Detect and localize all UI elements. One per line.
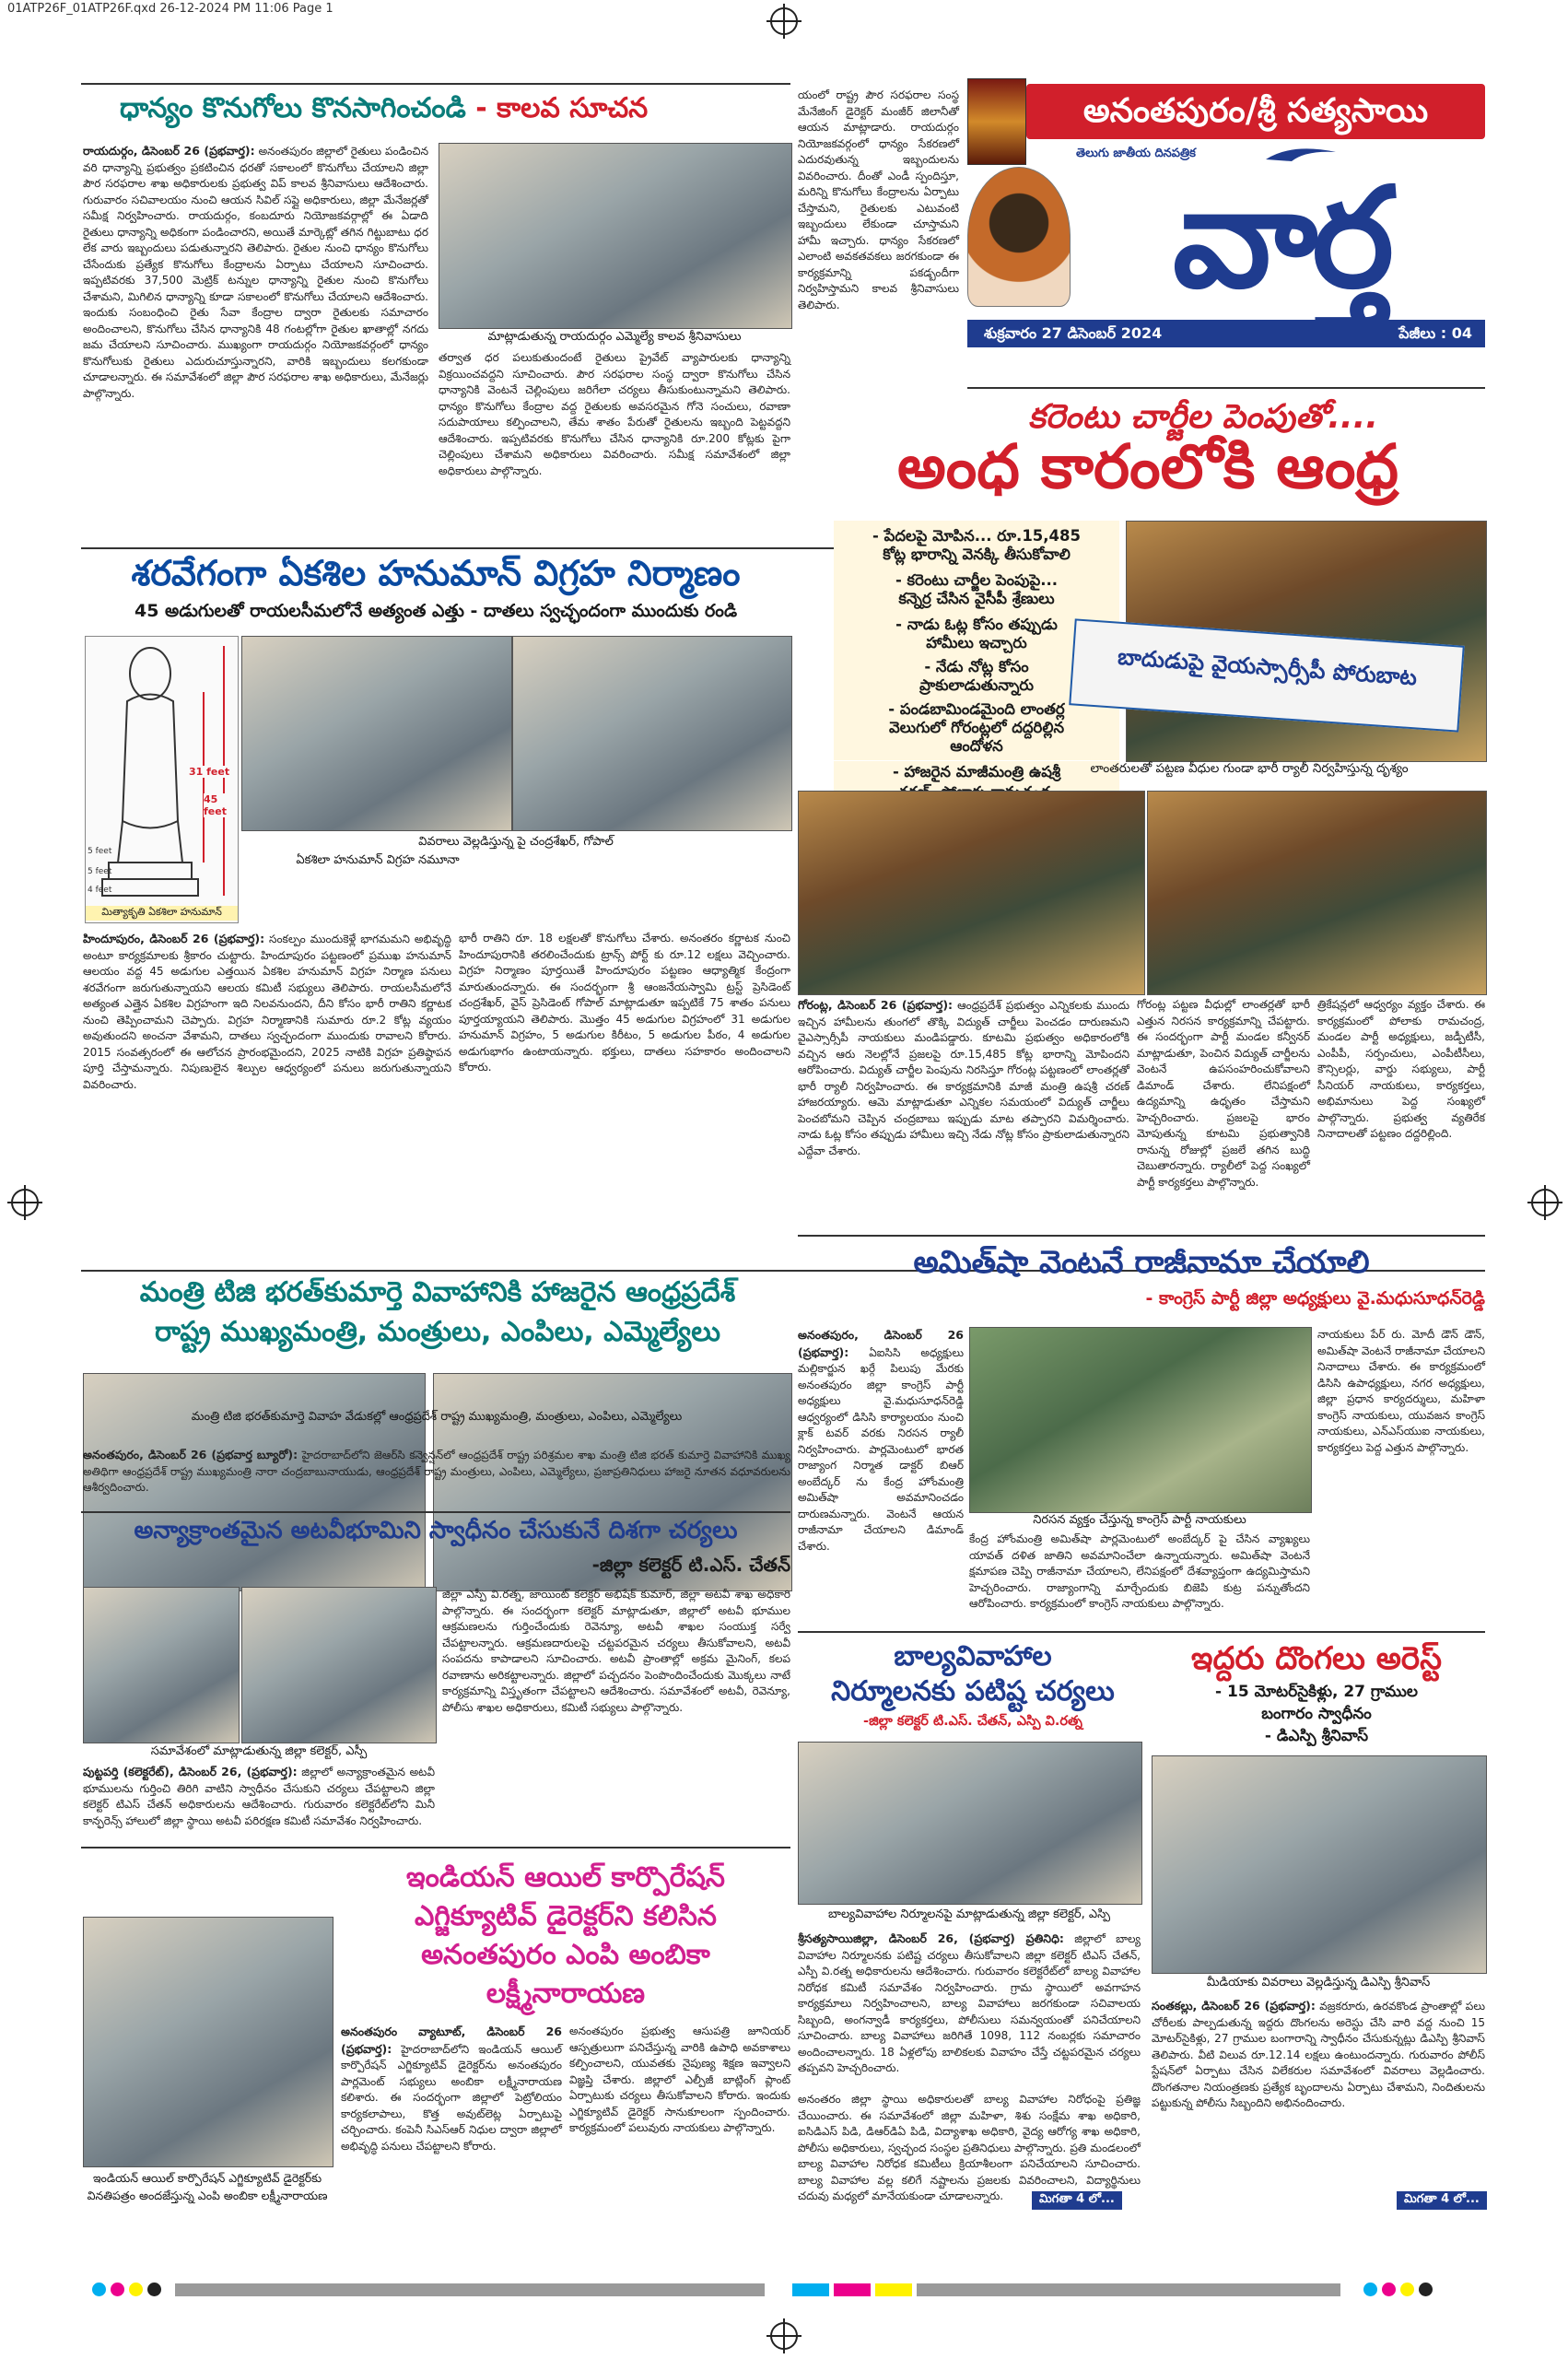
- wedding-headline-line2: రాష్ట్ర ముఖ్యమంత్రి, మంత్రులు, ఎంపిలు, ఎమ్మెల్యేలు: [155, 1316, 720, 1348]
- color-bar-magenta: [834, 2283, 871, 2296]
- grain-top-rule: [81, 83, 790, 85]
- power-headline-a: కరెంటు చార్జీల పెంపుతో....: [1028, 398, 1378, 436]
- color-bar-grey-2: [917, 2283, 1340, 2296]
- power-bullet-4: కన్నెర్ర చేసిన వైసీపీ శ్రేణులు: [898, 590, 1055, 607]
- col2-top-body: [798, 88, 959, 392]
- power-rally-banner-text: బాదుడుపై వైయస్సార్సీపీ పోరుబాట: [1117, 643, 1418, 691]
- power-rally-photo-caption: లాంతరులతో పట్టణ వీధుల గుండా భారీ ర్యాలీ నిర్వహిస్తున్న దృశ్యం: [1090, 761, 1409, 776]
- masthead-date-bar: [967, 320, 1485, 347]
- amit-photo-caption: నిరసన వ్యక్తం చేస్తున్న కాంగ్రెస్ పార్టీ నాయకులు: [1033, 1513, 1246, 1527]
- power-bullet-2: కోట్ల భారాన్ని వెనక్కి తీసుకోవాలి: [883, 546, 1071, 563]
- wedding-dateline: అనంతపురం, డిసెంబర్ 26 (ప్రభవార్త బ్యూరో):: [83, 1448, 298, 1461]
- thieves-sub2: బంగారం స్వాధీనం: [1261, 1705, 1372, 1723]
- hanuman-body: [83, 931, 451, 1264]
- power-bullet-10: వెలుగులో గోరంట్లలో దద్దరిల్లిన: [888, 719, 1065, 736]
- amit-photo: [969, 1327, 1312, 1513]
- hanuman-text-col2: భారీ రాతిని రూ. 18 లక్షలతో కొనుగోలు చేశారు. అనంతరం కర్ణాటక నుంచి హిందూపురానికి తరలించేందుకు ట్రాన్స్ పోర్ట్ కు రూ.12 లక్షలు వెచ్చించారు. విగ్రహ నిర్మాణం పూర్తయితే హిందూపురం పట్టణం ఆధ్యాత్మిక కేంద్రంగా మారుతుందన్నారు. ఈ సందర్భంగా శ్రీ ఆంజనేయస్వామి ట్రస్ట్ ప్రెసిడెంట్ చంద్రశేఖర్, వైస్ ప్రెసిడెంట్ గోపాల్ మాట్లాడుతూ ఇప్పటికే 75 శాతం పనులు పూర్తయ్యాయని తెలిపారు. మొత్తం 45 అడుగుల విగ్రహంలో 31 అడుగుల హనుమాన్ విగ్రహం, 5 అడుగుల కిరీటం, 5 అడుగుల పీఠం, 4 అడుగుల అడుగుభాగం ఉంటాయన్నారు. భక్తులు, దాతలు సహకారం అందించాలని కోరారు.: [459, 932, 790, 1074]
- hanuman-sketch-label-4: 4 feet: [88, 886, 112, 895]
- thieves-body: [1152, 1998, 1485, 2189]
- power-bullet-9: - పండబామిండమైంది లాంతర్ల: [888, 700, 1065, 718]
- hanuman-photo-2: [512, 636, 792, 831]
- color-dot-cyan-1: [92, 2283, 106, 2296]
- hanuman-body-col2: [459, 931, 790, 1264]
- forest-text-col2: జిల్లా ఎస్పీ వి.రత్న, జాయింట్ కలెక్టర్ అభిషేక్ కుమార్, జిల్లా అటవీ శాఖ అధికారి పాల్గొన్నారు. ఈ సందర్భంగా కలెక్టర్ మాట్లాడుతూ, జిల్లాలో అటవీ భూముల ఆక్రమణలను గుర్తించేందుకు రెవెన్యూ, అటవీ శాఖల సంయుక్త సర్వే చేపట్టాలన్నారు. ఆక్రమణదారులపై చట్టపరమైన చర్యలు తీసుకోవాలని, అటవీ సంపదను కాపాడాలని సూచించారు. అటవీ ప్రాంతాల్లో అక్రమ మైనింగ్, కలప రవాణాను అరికట్టాలన్నారు. జిల్లాలో పచ్చదనం పెంపొందించేందుకు మొక్కలు నాటే కార్యక్రమాన్ని విస్తృతంగా చేపట్టాలని ఆదేశించారు. సమావేశంలో అటవీ, రెవెన్యూ, పోలీసు శాఖల అధికారులు, కమిటీ సభ్యులు పాల్గొన్నారు.: [442, 1588, 790, 1714]
- wedding-body: [83, 1447, 790, 1511]
- color-dot-black-2: [1419, 2283, 1433, 2296]
- masthead-tagline: తెలుగు జాతీయ దినపత్రిక: [1076, 147, 1196, 160]
- grain-photo: [439, 143, 792, 329]
- amit-text: ఏఐసిసి అధ్యక్షులు మల్లికార్జున ఖర్గే పిలుపు మేరకు అనంతపురం జిల్లా కాంగ్రెస్ పార్టీ అధ్యక్షులు వై.మధుసూధన్‌రెడ్డి ఆధ్వర్యంలో డిసిసి కార్యాలయం నుంచి క్లాక్ టవర్ వరకు నిరసన ర్యాలీ నిర్వహించారు. పార్లమెంటులో భారత రాజ్యాంగ నిర్మాత డాక్టర్ బిఆర్ అంబేద్కర్ ను కేంద్ర హోంమంత్రి అమిత్‌షా అవమానించడం దారుణమన్నారు. వెంటనే ఆయన రాజీనామా చేయాలని డిమాండ్ చేశారు.: [798, 1345, 964, 1553]
- color-dot-cyan-2: [1363, 2283, 1377, 2296]
- masthead-edition: అనంతపురం/శ్రీ సత్యసాయి: [1082, 91, 1429, 130]
- forest-photo-left: [83, 1587, 240, 1743]
- power-bullet-7: - నేడు నోట్ల కోసం: [924, 658, 1029, 675]
- power-bullet-12-visible: - హాజరైన మాజీమంత్రి ఉషశ్రీ: [892, 763, 1061, 780]
- grain-bottom-rule: [81, 547, 965, 549]
- oil-text: హైదరాబాద్‌లోని ఇండియన్ ఆయిల్ కార్పొరేషన్ ఎగ్జిక్యూటివ్ డైరెక్టర్‌ను అనంతపురం పార్లమెంట్ సభ్యులు అంబికా లక్ష్మీనారాయణ కలిశారు. ఈ సందర్భంగా జిల్లాలో పెట్రోలియం కార్యకలాపాలు, కొత్త అవుట్‌లెట్ల ఏర్పాటుపై చర్చించారు. కంపెనీ సిఎస్ఆర్ నిధుల ద్వారా జిల్లాలో అభివృద్ధి పనులు చేపట్టాలని కోరారు.: [341, 2042, 562, 2153]
- wedding-caption: మంత్రి టిజి భరత్‌కుమార్తె వివాహ వేడుకల్లో ఆంధ్రప్రదేశ్ రాష్ట్ర ముఖ్యమంత్రి, మంత్రులు, ఎంపిలు, ఎమ్మెల్యేలు: [191, 1410, 683, 1424]
- power-rally-photo-right: [1147, 791, 1487, 995]
- power-rally-photo-main: [1117, 521, 1487, 762]
- thieves-text: వజ్రకరూరు, ఉరవకొండ ప్రాంతాల్లో పలు చోరీలకు పాల్పడుతున్న ఇద్దరు దొంగలను అరెస్టు చేసి వారి వద్ద నుంచి 15 మోటర్‌సైకిళ్లు, 27 గ్రాముల బంగారాన్ని స్వాధీనం చేసుకున్నట్లు డిఎస్పి శ్రీనివాస్ తెలిపారు. వీటి విలువ రూ.12.14 లక్షలు ఉంటుందన్నారు. గురువారం పోలీస్ స్టేషన్‌లో ఏర్పాటు చేసిన విలేకరుల సమావేశంలో వివరాలు వెల్లడించారు. దొంగతనాల నియంత్రణకు ప్రత్యేక బృందాలను ఏర్పాటు చేశామని, నిందితులను పట్టుకున్న పోలీసు సిబ్బందిని అభినందించారు.: [1152, 2000, 1485, 2109]
- color-dot-yellow-2: [1400, 2283, 1414, 2296]
- child-continued: మిగతా 4 లో...: [1032, 2191, 1122, 2210]
- masthead-idol-photo: [967, 78, 1026, 165]
- thieves-dateline: సంతకల్లు, డిసెంబర్ 26 (ప్రభవార్త):: [1152, 1999, 1316, 2013]
- hanuman-headline: శరవేగంగా ఏకశిల హనుమాన్ విగ్రహ నిర్మాణం: [131, 553, 741, 593]
- child-text-col2: అనంతరం జిల్లా స్థాయి అధికారులతో బాల్య వివాహాల నిరోధంపై ప్రతిజ్ఞ చేయించారు. ఈ సమావేశంలో జిల్లా మహిళా, శిశు సంక్షేమ శాఖ అధికారి, ఐసిడిఎస్ పిడి, డిఆర్‌డిఏ పిడి, విద్యాశాఖ అధికారి, వైద్య ఆరోగ్య శాఖ అధికారి, పోలీసు అధికారులు, స్వచ్ఛంద సంస్థల ప్రతినిధులు పాల్గొన్నారు. ప్రతి మండలంలో బాల్య వివాహాల నిరోధక కమిటీలు క్రియాశీలంగా పనిచేయాలని సూచించారు. బాల్య వివాహాల వల్ల కలిగే నష్టాలను ప్రజలకు వివరించాలని, విద్యార్థినులు చదువు మధ్యలో మానేయకుండా చూడాలన్నారు.: [798, 2093, 1141, 2202]
- power-headline-b: అంధ కారంలోకి ఆంధ్ర: [896, 431, 1399, 502]
- registration-mark-top-icon: [770, 7, 798, 35]
- forest-body: [83, 1764, 435, 1843]
- power-text-col2: గోరంట్ల పట్టణ వీధుల్లో లాంతర్లతో భారీ ఎత్తున నిరసన కార్యక్రమాన్ని చేపట్టారు. ఈ సందర్భంగా పార్టీ మండల కన్వీనర్ మాట్లాడుతూ, పెంచిన విద్యుత్ చార్జీలను వెంటనే ఉపసంహరించుకోవాలని డిమాండ్ చేశారు. లేనిపక్షంలో ఉద్యమాన్ని ఉధృతం చేస్తామని హెచ్చరించారు. ప్రజలపై భారం మోపుతున్న కూటమి ప్రభుత్వానికి రానున్న రోజుల్లో ప్రజలే తగిన బుద్ధి చెబుతారన్నారు. ర్యాలీలో పెద్ద సంఖ్యలో పార్టీ కార్యకర్తలు పాల్గొన్నారు.: [1137, 998, 1310, 1189]
- hanuman-subhead: 45 అడుగులతో రాయలసీమలోనే అత్యంత ఎత్తు - దాతలు స్వచ్ఛందంగా ముందుకు రండి: [135, 601, 737, 621]
- oil-text-col2: అనంతపురం ప్రభుత్వ ఆసుపత్రి జూనియర్ ఆస్పత్రులుగా పనిచేస్తున్న వారికి ఉపాధి అవకాశాలు కల్పించాలని, యువతకు నైపుణ్య శిక్షణ ఇవ్వాలని విజ్ఞప్తి చేశారు. జిల్లాలో ఎల్పీజీ బాట్లింగ్ ప్లాంట్ ఏర్పాటుకు చర్యలు తీసుకోవాలని కోరారు. ఇందుకు ఎగ్జిక్యూటివ్ డైరెక్టర్ సానుకూలంగా స్పందించారు. కార్యక్రమంలో పలువురు నాయకులు పాల్గొన్నారు.: [569, 2025, 790, 2134]
- masthead-edition-banner: [1026, 84, 1485, 139]
- grain-body-cont: [439, 350, 790, 542]
- thieves-top-rule: [1148, 1631, 1485, 1633]
- amit-text-col3: నాయకులు పేర్ రు. మోదీ డౌన్ డౌన్, అమిత్‌షా వెంటనే రాజీనామా చేయాలని నినాదాలు చేశారు. ఈ కార్యక్రమంలో డిసిసి ఉపాధ్యక్షులు, నగర అధ్యక్షులు, జిల్లా ప్రధాన కార్యదర్శులు, మహిళా కాంగ్రెస్ నాయకులు, యువజన కాంగ్రెస్ నాయకులు, ఎన్ఎస్‌యుఐ నాయకులు, కార్యకర్తలు పెద్ద ఎత్తున పాల్గొన్నారు.: [1317, 1328, 1485, 1454]
- color-dot-black-1: [147, 2283, 161, 2296]
- child-headline-line2: నిర్మూలనకు పటిష్ట చర్యలు: [831, 1675, 1115, 1708]
- forest-photo-caption: సమావేశంలో మాట్లాడుతున్న జిల్లా కలెక్టర్, ఎస్పీ: [150, 1744, 368, 1758]
- amit-body-col3: [1317, 1327, 1485, 1622]
- oil-headline-line1: ఇండియన్ ఆయిల్ కార్పొరేషన్: [406, 1861, 725, 1894]
- power-text: ఆంధ్రప్రదేశ్ ప్రభుత్వం ఎన్నికలకు ముందు ఇచ్చిన హామీలను తుంగలో తొక్కి విద్యుత్ చార్జీలు పెంచడం దారుణమని వైఎస్సార్సీపీ నాయకులు మండిపడ్డారు. కూటమి ప్రభుత్వం అధికారంలోకి వచ్చిన ఆరు నెలల్లోనే ప్రజలపై రూ.15,485 కోట్ల భారాన్ని మోపిందని ఆరోపించారు. విద్యుత్ చార్జీల పెంపును నిరసిస్తూ గోరంట్ల పట్టణంలో లాంతర్లతో భారీ ర్యాలీ నిర్వహించారు. ఈ కార్యక్రమానికి మాజీ మంత్రి ఉషశ్రీ చరణ్ హాజరయ్యారు. ఆమె మాట్లాడుతూ ఎన్నికల సమయంలో విద్యుత్ చార్జీలు పెంచబోమని చెప్పిన చంద్రబాబు ఇప్పుడు మాట తప్పారని విమర్శించారు. నాడు ఓట్ల కోసం తప్పుడు హామీలు ఇచ్చి నేడు నోట్ల కోసం ప్రాకులాడుతున్నారని ఎద్దేవా చేశారు.: [798, 999, 1129, 1157]
- forest-subhead: -జిల్లా కలెక్టర్ టి.ఎస్. చేతన్: [591, 1554, 790, 1576]
- amit-dateline: అనంతపురం, డిసెంబర్ 26 (ప్రభవార్త):: [798, 1328, 964, 1359]
- color-bar-grey-1: [175, 2283, 765, 2296]
- amit-subhead: - కాంగ్రెస్ పార్టీ జిల్లా అధ్యక్షులు వై.మధుసూధన్‌రెడ్డి: [1145, 1288, 1485, 1309]
- power-bullet-11: ఆందోళన: [950, 737, 1003, 755]
- hanuman-sketch-label-31: 31 feet: [189, 766, 230, 778]
- power-bullet-8: ప్రాకులాడుతున్నారు: [919, 676, 1034, 694]
- thieves-sub3: - డిఎస్పి శ్రీనివాస్: [1264, 1727, 1369, 1745]
- hanuman-photo: [241, 636, 512, 831]
- child-subhead: -జిల్లా కలెక్టర్ టి.ఎస్. చేతన్, ఎస్పి వి.రత్న: [863, 1714, 1082, 1729]
- amit-top-rule: [798, 1235, 1485, 1237]
- child-photo: [798, 1742, 1142, 1905]
- grain-text-cont: తర్వాత ధర పలుకుతుందంటే రైతులు ప్రైవేట్ వ్యాపారులకు ధాన్యాన్ని విక్రయించవద్దని సూచించారు. పౌర సరఫరాల సంస్థ ద్వారా కొనుగోలు చేసిన ధాన్యానికి వెంటనే చెల్లింపులు జరిగేలా చర్యలు తీసుకుంటున్నామని తెలిపారు. ధాన్యం కొనుగోలు కేంద్రాల వద్ద రైతులకు అవసరమైన గోనె సంచులు, రవాణా సదుపాయాలు కల్పించాలని, తేమ శాతం పేరుతో రైతులను ఇబ్బంది పెట్టవద్దని ఆదేశించారు. ఇప్పటివరకు కొనుగోలు చేసిన ధాన్యానికి రూ.200 కోట్లకు పైగా చెల్లింపులు చేశామని అధికారులు వివరించారు. సమీక్ష సమావేశంలో జిల్లా అధికారులు పాల్గొన్నారు.: [439, 351, 790, 477]
- col2-top-text: యంలో రాష్ట్ర పౌర సరఫరాల సంస్థ మేనేజింగ్ డైరెక్టర్ మంజీర్ జిలానీతో ఆయన మాట్లాడారు. రాయదుర్గం నియోజకవర్గంలో ధాన్యం సేకరణలో ఎదురవుతున్న ఇబ్బందులను వివరించారు. దీంతో ఎండీ స్పందిస్తూ, మరిన్ని కొనుగోలు కేంద్రాలను ఏర్పాటు చేస్తామని, రైతులకు ఎటువంటి ఇబ్బందులు లేకుండా చూస్తామని హామీ ఇచ్చారు. ధాన్యం సేకరణలో ఎలాంటి అవకతవకలు జరగకుండా ఈ కార్యక్రమాన్ని పకడ్బందీగా నిర్వహిస్తామని కాలవ శ్రీనివాసులు తెలిపారు.: [798, 88, 959, 311]
- oil-photo-caption: ఇండియన్ ఆయిల్ కార్పొరేషన్ ఎగ్జిక్యూటివ్ డైరెక్టర్‌కు వినతిపత్రం అందజేస్తున్న ఎంపి అంబికా లక్ష్మీనారాయణ: [87, 2171, 328, 2202]
- hanuman-dateline: హిందూపురం, డిసెంబర్ 26 (ప్రభవార్త):: [83, 932, 265, 945]
- grain-headline: [120, 92, 792, 131]
- thieves-sub1: - 15 మోటర్‌సైకిళ్లు, 27 గ్రాముల: [1215, 1683, 1418, 1701]
- hanuman-sketch-label-5a: 5 feet: [88, 847, 112, 856]
- power-body-col3: [1317, 997, 1485, 1264]
- hanuman-text: సంకల్పం ముందుకెళ్లే భాగమమని అభివృద్ధి అంటూ కార్యక్రమాలకు శ్రీకారం చుట్టారు. హిందూపురం పట్టణంలో ప్రముఖ హనుమాన్ ఆలయం వద్ద 45 అడుగుల ఎత్తయిన ఏకశిల హనుమాన్ విగ్రహ నిర్మాణ పనులు శరవేగంగా జరుగుతున్నాయని ఆలయ కమిటీ సభ్యులు తెలిపారు. రాయలసీమలోనే అత్యంత ఎత్తైన ఏకశిల విగ్రహంగా ఇది నిలవనుందని, దీని కోసం భారీ రాతిని కర్ణాటక నుంచి తెప్పించామని చెప్పారు. విగ్రహ నిర్మాణానికి సుమారు రూ.2 కోట్ల వ్యయం అవుతుందని అంచనా వేశామని, దాతలు స్వచ్ఛందంగా ముందుకు రావాలని కోరారు. 2015 సంవత్సరంలో ఈ ఆలోచన ప్రారంభమైందని, 2025 నాటికి విగ్రహ ప్రతిష్ఠాపన పూర్తి చేస్తామన్నారు. నిపుణులైన శిల్పుల ఆధ్వర్యంలో పనులు జరుగుతున్నాయని వివరించారు.: [83, 933, 451, 1091]
- hanuman-photo-caption-2: ఏకశిలా హనుమాన్ విగ్రహ నమూనా: [296, 853, 460, 867]
- power-top-rule: [967, 387, 1485, 389]
- hanuman-sketch-label-5b: 5 feet: [88, 867, 112, 876]
- grain-body: [83, 143, 428, 542]
- forest-top-rule: [81, 1511, 790, 1513]
- forest-text: జిల్లాలో అన్యాక్రాంతమైన అటవీ భూములను గుర్తించి తిరిగి వాటిని స్వాధీనం చేసుకుని చర్యలు చేపట్టాలని జిల్లా కలెక్టర్ టిఎస్ చేతన్ అధికారులను ఆదేశించారు. గురువారం కలెక్టరేట్‌లోని మినీ కాన్ఫరెన్స్ హాలులో జిల్లా స్థాయి అటవీ పరిరక్షణ కమిటీ సమావేశం నిర్వహించారు.: [83, 1766, 435, 1827]
- power-bullet-6: హామీలు ఇచ్చారు: [926, 634, 1027, 651]
- grain-photo-caption: మాట్లాడుతున్న రాయదుర్గం ఎమ్మెల్యే కాలవ శ్రీనివాసులు: [487, 330, 742, 344]
- thieves-headline: ఇద్దరు దొంగలు అరెస్ట్: [1191, 1640, 1442, 1677]
- hanuman-sketch: [85, 636, 239, 923]
- oil-body: [341, 2024, 562, 2208]
- hanuman-sketch-label-45: 45 feet: [204, 793, 238, 817]
- power-bullet-3: - కరెంటు చార్జీల పెంపుపై...: [895, 571, 1059, 589]
- power-bullet-5: - నాడు ఓట్ల కోసం తప్పుడు: [895, 616, 1058, 633]
- masthead: [967, 78, 1485, 382]
- grain-dateline: రాయదుర్గం, డిసెంబర్ 26 (ప్రభవార్త):: [83, 144, 255, 158]
- oil-photo: [83, 1917, 333, 2167]
- child-photo-caption: బాల్యవివాహాల నిర్మూలనపై మాట్లాడుతున్న జిల్లా కలెక్టర్, ఎస్పి: [828, 1907, 1110, 1921]
- forest-photo-right: [241, 1587, 437, 1743]
- oil-dateline: అనంతపురం వ్యాటూట్, డిసెంబర్ 26 (ప్రభవార్త):: [341, 2025, 562, 2056]
- grain-text: అనంతపురం జిల్లాలో రైతులు పండించిన వరి ధాన్యాన్ని ప్రభుత్వం ప్రకటించిన ధరతో సకాలంలో కొనుగోలు చేయాలని జిల్లా పౌర సరఫరాల శాఖ అధికారులకు ప్రభుత్వ విప్ కాలవ శ్రీనివాసులు ఆదేశించారు. గురువారం సచివాలయం నుంచి ఆయన సివిల్ సప్లై అధికారులు, జిల్లా మేనేజర్లతో సమీక్ష నిర్వహించారు. రాయదుర్గం, కంబదూరు నియోజకవర్గాల్లో ఈ ఏడాది రైతులు ధాన్యాన్ని అధికంగా పండించారని, అయితే మార్కెట్లో తగిన గిట్టుబాటు ధర లేక వారు ఇబ్బందులు పడుతున్నారని తెలిపారు. రైతుల నుంచి ధాన్యం కొనుగోలు చేసేందుకు ప్రత్యేక కొనుగోలు కేంద్రాలను ఏర్పాటు చేయాలని సూచించారు. ఇప్పటివరకు 37,500 మెట్రిక్ టన్నుల ధాన్యాన్ని రైతుల నుంచి కొనుగోలు చేశామని, మిగిలిన ధాన్యాన్ని కూడా సకాలంలో కొనుగోలు చేయాలని ఆదేశించారు. ఇందుకు సంబంధించి రైతు సేవా కేంద్రాల ద్వారా రైతులకు సమాచారం అందించాలని, కొనుగోలు చేసిన ధాన్యానికి 48 గంటల్లోగా రైతుల ఖాతాల్లో నగదు జమ చేయాలని సూచించారు. ముఖ్యంగా రాయదుర్గం నియోజకవర్గంలో ధాన్యం కొనుగోలుకు రైతులు ఎదురుచూస్తున్నారని, వారికి ఇబ్బందులు కలగకుండా చూడాలన్నారు. ఈ సమావేశంలో జిల్లా పౌర సరఫరాల శాఖ అధికారులు, మేనేజర్లు పాల్గొన్నారు.: [83, 145, 428, 400]
- power-dateline: గోరంట్ల, డిసెంబర్ 26 (ప్రభవార్త):: [798, 998, 954, 1012]
- color-bar-yellow: [875, 2283, 912, 2296]
- print-header: 01ATP26F_01ATP26F.qxd 26-12-2024 PM 11:06 Page 1: [7, 2, 333, 16]
- registration-mark-bottom-icon: [770, 2322, 798, 2350]
- oil-body-col2: [569, 2024, 790, 2208]
- hanuman-sketch-caption: మిత్యాకృతి ఏకశిలా హనుమాన్: [86, 906, 238, 921]
- power-rally-photo-left: [798, 791, 1145, 995]
- color-bar-cyan: [792, 2283, 829, 2296]
- masthead-page: పేజీలు : 04: [1398, 324, 1472, 342]
- wedding-headline-line1: మంత్రి టిజి భరత్‌కుమార్తె వివాహానికి హాజరైన ఆంధ్రప్రదేశ్: [139, 1276, 736, 1309]
- child-dateline: శ్రీసత్యసాయిజిల్లా, డిసెంబర్ 26, (ప్రభవార్త) ప్రతినిధి:: [798, 1931, 1064, 1945]
- oil-headline-line3: అనంతపురం ఎంపి అంబికా: [421, 1939, 710, 1971]
- color-dot-magenta-1: [111, 2283, 124, 2296]
- power-bullet-1: - పేదలపై మోపిన... రూ.15,485: [872, 527, 1081, 545]
- oil-headline-line4: లక్ష్మీనారాయణ: [486, 1978, 646, 2010]
- amit-body: [798, 1327, 964, 1622]
- masthead-title: వార్త: [1172, 157, 1389, 319]
- child-text: జిల్లాలో బాల్య వివాహాల నిర్మూలనకు పటిష్ట చర్యలు తీసుకోవాలని జిల్లా కలెక్టర్ టిఎస్ చేతన్, ఎస్పీ వి.రత్న అధికారులను ఆదేశించారు. గురువారం కలెక్టరేట్‌లో బాల్య వివాహాల నిరోధక కమిటీ సమావేశం నిర్వహించారు. గ్రామ స్థాయిలో అవగాహన కార్యక్రమాలు నిర్వహించాలని, బాల్య వివాహాలు జరగకుండా సచివాలయ సిబ్బంది, అంగన్వాడీ కార్యకర్తలు, పోలీసులు సమన్వయంతో పనిచేయాలని సూచించారు. బాల్య వివాహాలు జరిగితే 1098, 112 నంబర్లకు సమాచారం అందించాలన్నారు. 18 ఏళ్లలోపు బాలికలకు వివాహం చేస్తే చట్టపరమైన చర్యలు తప్పవని హెచ్చరించారు.: [798, 1932, 1141, 2074]
- amit-body-col2: [969, 1532, 1310, 1622]
- forest-body-col2: [442, 1587, 790, 1843]
- color-dot-yellow-1: [129, 2283, 143, 2296]
- thieves-photo: [1152, 1755, 1487, 1974]
- power-rally-banner: [1069, 618, 1465, 732]
- power-body: [798, 997, 1129, 1264]
- oil-top-rule: [81, 1847, 790, 1848]
- power-body-col2: [1137, 997, 1310, 1264]
- thieves-photo-caption: మీడియాకు వివరాలు వెల్లడిస్తున్న డిఎస్పి శ్రీనివాస్: [1206, 1976, 1431, 1989]
- color-dot-magenta-2: [1382, 2283, 1396, 2296]
- hanuman-photo-caption: వివరాలు వెల్లడిస్తున్న పై చంద్రశేఖర్, గోపాల్: [418, 835, 614, 849]
- masthead-saibaba-photo: [967, 167, 1071, 307]
- child-headline-line1: బాల్యవివాహాల: [894, 1640, 1052, 1672]
- power-text-col3: త్రికేషన్లలో ఆధ్వర్యం వ్యక్తం చేశారు. ఈ కార్యక్రమంలో పోలాకు రామచంద్ర, మండల పార్టీ అధ్యక్షులు, జడ్పీటీసీ, ఎంపీపీ, సర్పంచులు, ఎంపీటీసీలు, కౌన్సిలర్లు, వార్డు సభ్యులు, పార్టీ సీనియర్ నాయకులు, కార్యకర్తలు, అభిమానులు పెద్ద సంఖ్యలో పాల్గొన్నారు. ప్రభుత్వ వ్యతిరేక నినాదాలతో పట్టణం దద్దరిల్లింది.: [1317, 998, 1485, 1140]
- registration-mark-right-icon: [1531, 1189, 1559, 1216]
- forest-headline: అన్యాక్రాంతమైన అటవీభూమిని స్వాధీనం చేసుకునే దిశగా చర్యలు: [134, 1517, 738, 1544]
- thieves-continued: మిగతా 4 లో...: [1397, 2191, 1487, 2210]
- oil-headline-line2: ఎగ్జిక్యూటివ్ డైరెక్టర్‌ని కలిసిన: [415, 1900, 717, 1932]
- grain-headline-main: ధాన్యం కొనుగోలు కొనసాగించండి: [120, 92, 466, 124]
- masthead-date: శుక్రవారం 27 డిసెంబర్ 2024: [984, 324, 1163, 342]
- amit-text-col2: కేంద్ర హోంమంత్రి అమిత్‌షా పార్లమెంటులో అంబేద్కర్ పై చేసిన వ్యాఖ్యలు యావత్ దళిత జాతిని అవమానించేలా ఉన్నాయన్నారు. అమిత్‌షా వెంటనే క్షమాపణ చెప్పి రాజీనామా చేయాలని, లేనిపక్షంలో దేశవ్యాప్తంగా ఉద్యమిస్తామని హెచ్చరించారు. రాజ్యాంగాన్ని మార్చేందుకు బిజెపి కుట్ర పన్నుతోందని ఆరోపించారు. కార్యక్రమంలో కాంగ్రెస్ నాయకులు పాల్గొన్నారు.: [969, 1532, 1310, 1610]
- forest-dateline: పుట్టపర్తి (కలెక్టరేట్), డిసెంబర్ 26, (ప్రభవార్త):: [83, 1765, 298, 1778]
- grain-headline-tag: - కాలవ సూచన: [475, 92, 649, 124]
- amit-headline: అమిత్‌షా వెంటనే రాజీనామా చేయాలి: [913, 1244, 1370, 1281]
- wedding-text: హైదరాబాద్‌లోని జెఆర్‌సి కన్వెన్షన్‌లో ఆంధ్రప్రదేశ్ రాష్ట్ర పరిశ్రమల శాఖ మంత్రి టిజి భరత్ కుమార్తె వివాహానికి ముఖ్య అతిథిగా ఆంధ్రప్రదేశ్ రాష్ట్ర ముఖ్యమంత్రి నారా చంద్రబాబునాయుడు, ఆంధ్రప్రదేశ్ రాష్ట్ర మంత్రులు, ఎంపిలు, ఎమ్మెల్యేలు, ప్రజాప్రతినిధులు హాజరై నూతన వధూవరులను ఆశీర్వదించారు.: [83, 1449, 791, 1494]
- child-top-rule: [798, 1631, 1148, 1633]
- registration-mark-left-icon: [11, 1189, 39, 1216]
